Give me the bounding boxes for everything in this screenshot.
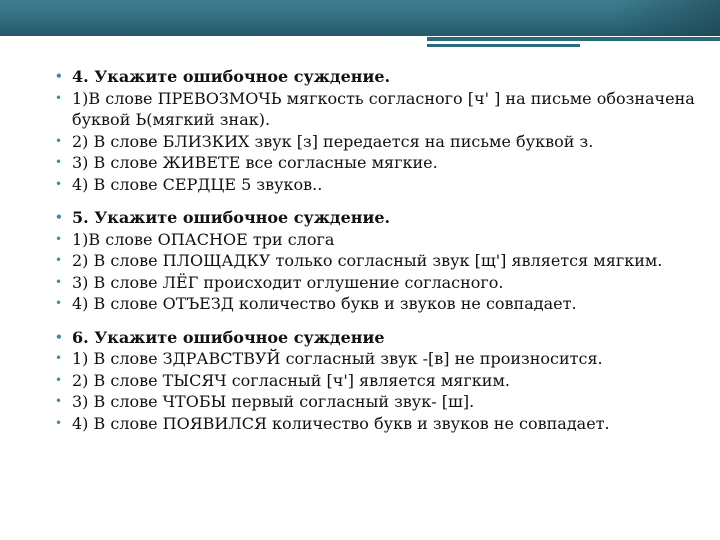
item-text: 3) В слове ЖИВЕТЕ все согласные мягкие. xyxy=(72,153,438,172)
bullet-icon: • xyxy=(55,231,63,246)
item-text: 4) В слове СЕРДЦЕ 5 звуков.. xyxy=(72,174,323,194)
option-item xyxy=(50,174,710,196)
accent-line xyxy=(427,37,720,41)
bullet-icon: • xyxy=(55,176,63,191)
question-block-4 xyxy=(50,66,710,195)
option-item xyxy=(50,370,710,392)
item-text: 1)В слове ПРЕВОЗМОЧЬ мягкость согласного [ч' ] на письме обозначена буквой Ь(мягкий знак). xyxy=(72,88,695,129)
option-item xyxy=(50,88,710,131)
option-item xyxy=(50,413,710,435)
question-block-6 xyxy=(50,327,710,435)
bullet-icon: • xyxy=(55,296,63,310)
option-item xyxy=(50,152,710,174)
bullet-icon: • xyxy=(55,133,63,148)
item-text: 3) В слове ЧТОБЫ первый согласный звук- [ш]. xyxy=(72,392,475,411)
item-text: 3) В слове ЛЁГ происходит оглушение согласного. xyxy=(72,272,504,292)
question-heading xyxy=(50,207,710,229)
bullet-icon: • xyxy=(55,210,63,224)
item-text: 1)В слове ОПАСНОЕ три слога xyxy=(72,229,335,249)
header-bar-shade xyxy=(612,0,720,36)
item-text: 5. Укажите ошибочное суждение. xyxy=(72,208,391,227)
item-text: 4) В слове ПОЯВИЛСЯ количество букв и звуков не совпадает. xyxy=(72,413,610,433)
bullet-icon: • xyxy=(55,155,63,169)
bullet-icon: • xyxy=(55,372,63,387)
bullet-icon: • xyxy=(55,329,63,344)
question-heading xyxy=(50,327,710,349)
option-item xyxy=(50,391,710,413)
item-text: 2) В слове БЛИЗКИХ звук [з] передается на письме буквой з. xyxy=(72,131,594,151)
bullet-icon: • xyxy=(55,351,63,365)
bullet-icon: • xyxy=(55,415,63,430)
item-text: 2) В слове ТЫСЯЧ согласный [ч'] является мягким. xyxy=(72,370,510,390)
item-text: 1) В слове ЗДРАВСТВУЙ согласный звук -[в] не произносится. xyxy=(72,349,603,368)
item-text: 6. Укажите ошибочное суждение xyxy=(72,327,385,347)
accent-line-short xyxy=(427,44,580,47)
option-item xyxy=(50,131,710,153)
question-heading xyxy=(50,66,710,88)
option-item xyxy=(50,229,710,251)
item-text: 4. Укажите ошибочное суждение. xyxy=(72,67,391,86)
option-item xyxy=(50,250,710,272)
option-item xyxy=(50,348,710,370)
option-item xyxy=(50,272,710,294)
bullet-icon: • xyxy=(55,90,63,105)
bullet-icon: • xyxy=(55,69,63,83)
option-item xyxy=(50,293,710,315)
slide-content xyxy=(50,66,710,446)
bullet-icon: • xyxy=(55,394,63,408)
item-text: 4) В слове ОТЪЕЗД количество букв и звуков не совпадает. xyxy=(72,294,577,313)
item-text: 2) В слове ПЛОЩАДКУ только согласный звук [щ'] является мягким. xyxy=(72,251,663,270)
question-block-5 xyxy=(50,207,710,315)
bullet-icon: • xyxy=(55,274,63,289)
bullet-icon: • xyxy=(55,253,63,267)
